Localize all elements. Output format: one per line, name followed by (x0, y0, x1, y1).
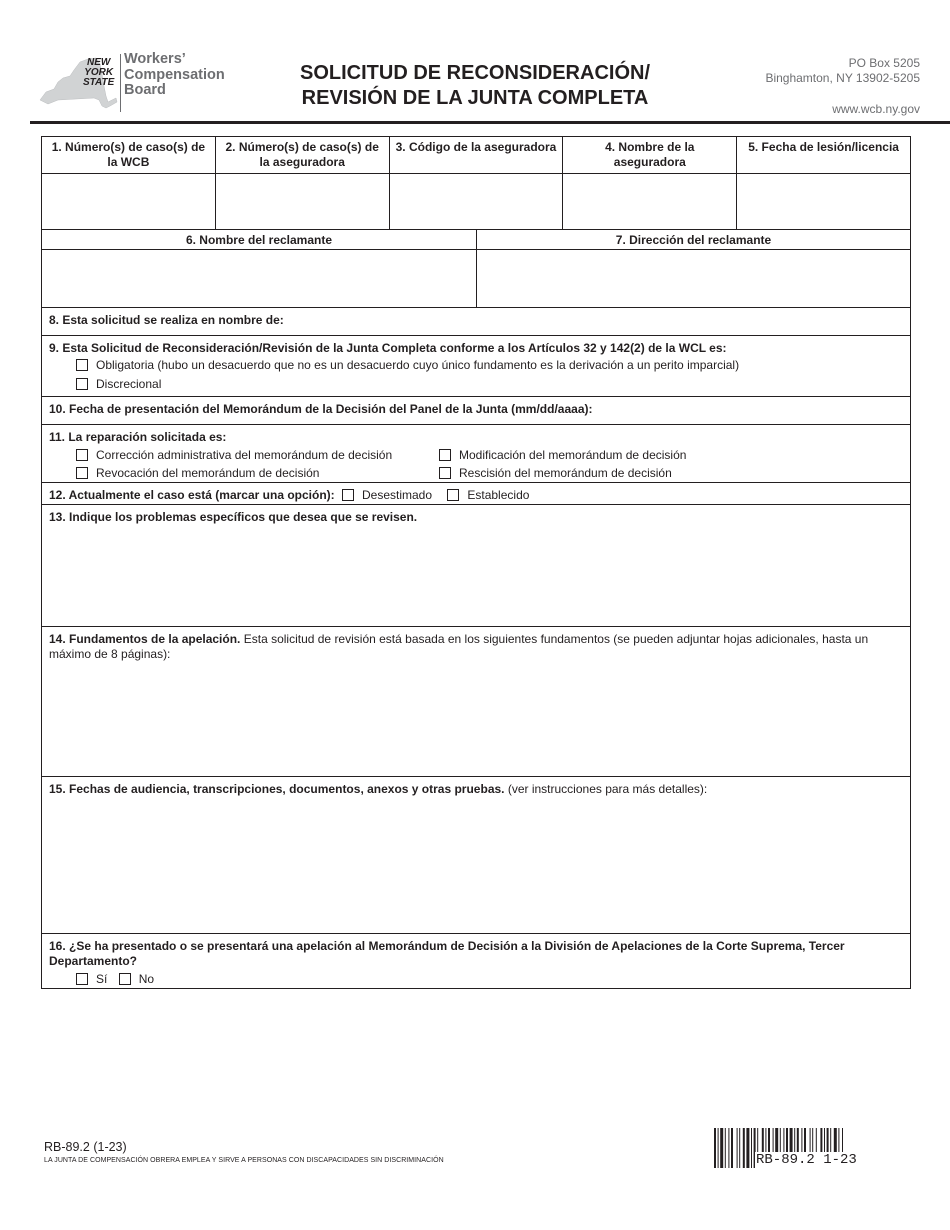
q8-row[interactable] (42, 308, 910, 336)
q10-label: 10. Fecha de presentación del Memorándum de la Decisión del Panel de la Junta (mm/dd/aaaa): (49, 402, 593, 416)
q12-dismissed-checkbox[interactable] (342, 489, 354, 501)
claimant-input-row (42, 250, 910, 308)
q9-option-mandatory[interactable] (42, 356, 910, 374)
barcode-bar (731, 1128, 733, 1168)
header-rule (30, 121, 950, 124)
carrier-code-field[interactable] (390, 174, 564, 229)
q16-option-yes[interactable] (76, 972, 107, 986)
wcb-case-number-field[interactable] (42, 174, 216, 229)
barcode-bar (751, 1128, 752, 1168)
claimant-name-field[interactable] (42, 250, 477, 307)
q11-rescission-text: Rescisión del memorándum de decisión (459, 466, 672, 480)
q11-reversal-checkbox[interactable] (76, 467, 88, 479)
q14-label (42, 627, 910, 662)
claimant-header-row (42, 230, 910, 250)
logo-org-name: Workers’ Compensation Board (124, 51, 225, 98)
q9-label: 9. Esta Solicitud de Reconsideración/Revisión de la Junta Completa conforme a los Artículos 32 y 142(2) de la WCL es: (49, 341, 727, 355)
q16-yes-checkbox[interactable] (76, 973, 88, 985)
q9-discretionary-text: Discrecional (96, 377, 162, 391)
q11-option-rescission[interactable] (439, 464, 672, 482)
mailing-address: PO Box 5205 Binghamton, NY 13902-5205 (765, 56, 920, 85)
claimant-address-label: 7. Dirección del reclamante (615, 233, 772, 247)
q14-description: Esta solicitud de revisión está basada en los siguientes fundamentos (se pueden adjuntar hojas adicionales, hasta un máximo de 8 páginas): (49, 632, 869, 661)
q9-mandatory-text: Obligatoria (hubo un desacuerdo que no es un desacuerdo cuyo único fundamento es la derivación a un perito imparcial) (96, 358, 740, 372)
nondiscrimination-notice: LA JUNTA DE COMPENSACIÓN OBRERA EMPLEA Y SIRVE A PERSONAS CON DISCAPACIDADES SIN DISCRIMINACIÓN (44, 1157, 444, 1164)
case-info-input-row (42, 174, 910, 230)
ny-state-wordmark: NEW YORK STATE (83, 57, 115, 88)
barcode (714, 1128, 910, 1168)
website-link[interactable]: www.wcb.ny.gov (832, 102, 920, 116)
q11-modification-checkbox[interactable] (439, 449, 451, 461)
claimant-address-field[interactable] (477, 250, 910, 307)
q16-no-text: No (138, 972, 155, 986)
col-injury-date: 5. Fecha de lesión/licencia (748, 140, 899, 154)
q8-label: 8. Esta solicitud se realiza en nombre de: (49, 313, 284, 327)
barcode-bar (743, 1128, 745, 1168)
q16-no-checkbox[interactable] (119, 973, 131, 985)
q11-row (42, 425, 910, 483)
q9-row (42, 336, 910, 397)
reconsideration-form (41, 136, 911, 989)
q12-dismissed-text: Desestimado (362, 488, 433, 502)
form-title: SOLICITUD DE RECONSIDERACIÓN/ REVISIÓN DE LA JUNTA COMPLETA (299, 62, 651, 109)
q10-row[interactable] (42, 397, 910, 425)
q12-option-established[interactable] (447, 488, 529, 502)
barcode-bar (718, 1128, 719, 1168)
q11-modification-text: Modificación del memorándum de decisión (459, 448, 687, 462)
q12-line (42, 483, 910, 504)
q15-heading: 15. Fechas de audiencia, transcripciones, documentos, anexos y otras pruebas. (49, 782, 505, 796)
barcode-bar (737, 1128, 738, 1168)
col-carrier-code: 3. Código de la aseguradora (390, 137, 564, 173)
barcode-bar (728, 1128, 729, 1168)
q11-correction-text: Corrección administrativa del memorándum de decisión (96, 448, 393, 462)
q15-label (42, 777, 910, 797)
barcode-bar (739, 1128, 740, 1168)
logo-divider (120, 54, 121, 112)
barcode-bar (720, 1128, 723, 1168)
q11-option-reversal[interactable] (76, 464, 319, 482)
q9-mandatory-checkbox[interactable] (76, 359, 88, 371)
q12-label: 12. Actualmente el caso está (marcar una opción): (49, 488, 335, 502)
carrier-name-field[interactable] (563, 174, 737, 229)
case-info-header-row (42, 137, 910, 174)
q15-row[interactable] (42, 777, 910, 934)
q11-rescission-checkbox[interactable] (439, 467, 451, 479)
q11-label: 11. La reparación solicitada es: (49, 430, 227, 444)
wcb-logo (36, 52, 246, 114)
q9-option-discretionary[interactable] (42, 375, 910, 393)
q12-established-checkbox[interactable] (447, 489, 459, 501)
q14-heading: 14. Fundamentos de la apelación. (49, 632, 241, 646)
q16-yes-text: Sí (96, 972, 108, 986)
form-code: RB-89.2 (1-23) (44, 1140, 127, 1154)
q9-discretionary-checkbox[interactable] (76, 378, 88, 390)
q11-reversal-text: Revocación del memorándum de decisión (96, 466, 320, 480)
barcode-text: RB-89.2 1-23 (756, 1152, 857, 1168)
q16-options (42, 970, 910, 988)
q15-description: (ver instrucciones para más detalles): (504, 782, 708, 796)
barcode-bar (746, 1128, 749, 1168)
col-carrier-name: 4. Nombre de la aseguradora (563, 137, 737, 173)
q11-option-modification[interactable] (439, 446, 686, 464)
q12-row (42, 483, 910, 505)
col-wcb-case-number: 1. Número(s) de caso(s) de la WCB (42, 137, 216, 173)
q11-correction-checkbox[interactable] (76, 449, 88, 461)
q16-option-no[interactable] (119, 972, 154, 986)
col-carrier-case-number: 2. Número(s) de caso(s) de la aseguradora (216, 137, 390, 173)
q11-option-correction[interactable] (76, 446, 392, 464)
barcode-bar (714, 1128, 716, 1168)
q12-established-text: Establecido (467, 488, 530, 502)
barcode-bar (725, 1128, 726, 1168)
injury-date-field[interactable] (737, 174, 910, 229)
q13-label: 13. Indique los problemas específicos que desea que se revisen. (49, 510, 418, 524)
claimant-name-label: 6. Nombre del reclamante (42, 230, 477, 249)
q14-row[interactable] (42, 627, 910, 777)
q16-label: 16. ¿Se ha presentado o se presentará una apelación al Memorándum de Decisión a la División de Apelaciones de la Corte Suprema, Tercer Departamento? (49, 939, 845, 968)
q16-row (42, 934, 910, 989)
q12-option-dismissed[interactable] (342, 488, 432, 502)
carrier-case-number-field[interactable] (216, 174, 390, 229)
q13-row[interactable] (42, 505, 910, 627)
